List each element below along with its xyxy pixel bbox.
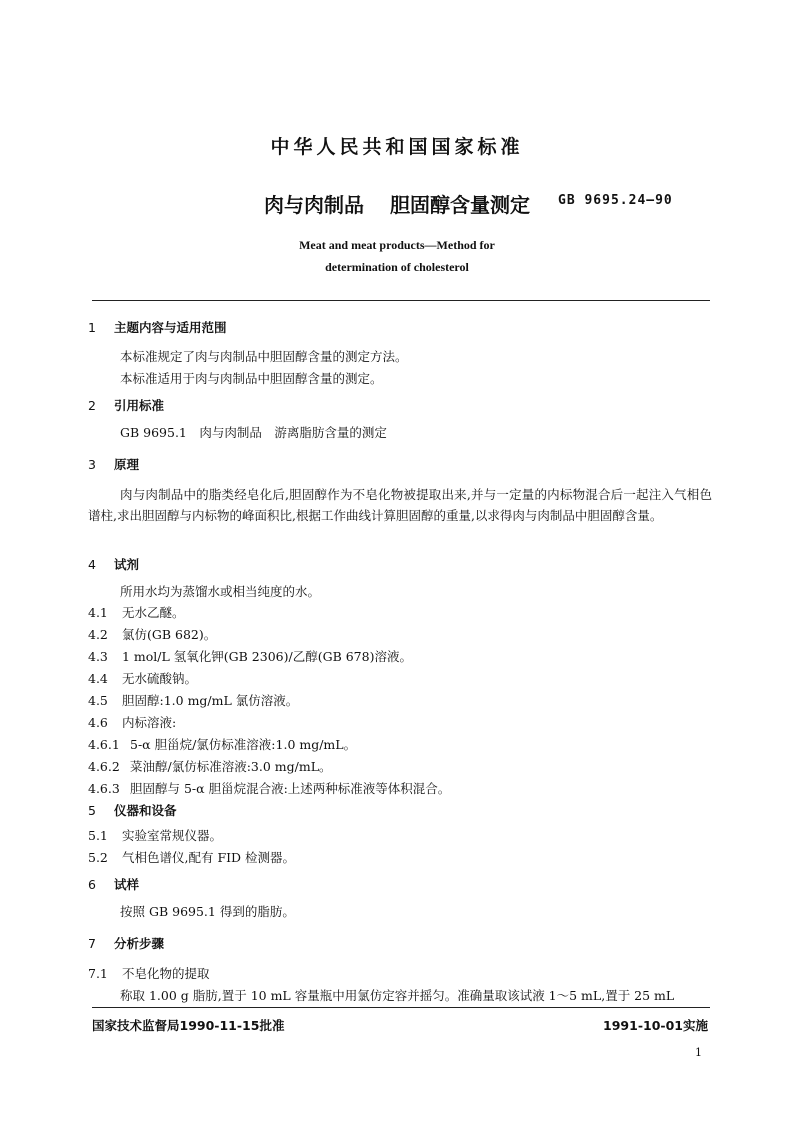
item-number: 4.3 xyxy=(88,649,108,664)
title-part-1: 肉与肉制品 xyxy=(264,193,364,217)
item-text: 1 mol/L 氢氧化钾(GB 2306)/乙醇(GB 678)溶液。 xyxy=(122,649,412,664)
item-text: 内标溶液: xyxy=(122,715,177,730)
section-title: 引用标准 xyxy=(114,398,165,413)
item-text: 氯仿(GB 682)。 xyxy=(122,627,217,642)
section-2-heading xyxy=(88,396,164,414)
item-number: 4.5 xyxy=(88,693,108,708)
reagent-item xyxy=(88,647,412,665)
item-number: 4.1 xyxy=(88,605,108,620)
item-text: 5-α 胆甾烷/氯仿标准溶液:1.0 mg/mL。 xyxy=(130,737,357,752)
item-text: 无水硫酸钠。 xyxy=(122,671,198,686)
equipment-item xyxy=(88,848,295,866)
section-6-heading xyxy=(88,875,139,893)
section-number: 4 xyxy=(88,557,96,572)
section-title: 原理 xyxy=(114,457,140,472)
equipment-item xyxy=(88,826,222,844)
header-divider xyxy=(92,300,710,301)
national-standard-heading: 中华人民共和国国家标准 xyxy=(270,136,524,158)
reagent-item xyxy=(88,691,298,709)
english-title xyxy=(0,234,794,278)
section-5-heading xyxy=(88,801,177,819)
item-number: 5.1 xyxy=(88,828,108,843)
english-title-line-1: Meat and meat products—Method for xyxy=(299,238,495,252)
item-number: 4.6.2 xyxy=(88,759,120,774)
section-number: 5 xyxy=(88,803,96,818)
page-number: 1 xyxy=(695,1046,702,1059)
section-title: 仪器和设备 xyxy=(114,803,177,818)
section-6-paragraph: 按照 GB 9695.1 得到的脂肪。 xyxy=(120,904,295,919)
item-text: 无水乙醚。 xyxy=(122,605,185,620)
item-number: 5.2 xyxy=(88,850,108,865)
reagent-item xyxy=(88,625,216,643)
english-title-line-2: determination of cholesterol xyxy=(325,260,469,274)
reagent-item xyxy=(88,713,176,731)
section-7-heading xyxy=(88,934,164,952)
section-number: 2 xyxy=(88,398,96,413)
item-text: 实验室常规仪器。 xyxy=(122,828,223,843)
section-number: 6 xyxy=(88,877,96,892)
standard-code: GB 9695.24—90 xyxy=(558,193,673,208)
approval-statement: 国家技术监督局1990-11-15批准 xyxy=(92,1018,285,1033)
section-number: 1 xyxy=(88,320,96,335)
item-number: 7.1 xyxy=(88,966,108,981)
item-text: 不皂化物的提取 xyxy=(122,966,210,981)
section-4-paragraph: 所用水均为蒸馏水或相当纯度的水。 xyxy=(120,584,321,599)
document-title xyxy=(0,189,794,218)
section-3-heading xyxy=(88,455,139,473)
item-number: 4.4 xyxy=(88,671,108,686)
section-1-paragraph-1: 本标准规定了肉与肉制品中胆固醇含量的测定方法。 xyxy=(120,349,408,364)
section-title: 试剂 xyxy=(114,557,140,572)
item-text: 胆固醇:1.0 mg/mL 氯仿溶液。 xyxy=(122,693,299,708)
item-number: 4.2 xyxy=(88,627,108,642)
section-2-reference: GB 9695.1 肉与肉制品 游离脂肪含量的测定 xyxy=(120,425,387,440)
item-text: 气相色谱仪,配有 FID 检测器。 xyxy=(122,850,296,865)
section-title: 分析步骤 xyxy=(114,936,165,951)
reagent-item xyxy=(88,669,197,687)
section-1-heading xyxy=(88,318,227,336)
section-4-heading xyxy=(88,555,139,573)
section-number: 7 xyxy=(88,936,96,951)
section-7-1-paragraph: 称取 1.00 g 脂肪,置于 10 mL 容量瓶中用氯仿定容并摇匀。准确量取该试液 1～5 mL,置于 25 mL xyxy=(120,988,675,1003)
effective-date: 1991-10-01实施 xyxy=(603,1018,708,1033)
item-text: 胆固醇与 5-α 胆甾烷混合液:上述两种标准液等体积混合。 xyxy=(130,781,451,796)
item-number: 4.6.3 xyxy=(88,781,120,796)
reagent-item xyxy=(88,779,450,797)
reagent-item xyxy=(88,757,332,775)
item-number: 4.6 xyxy=(88,715,108,730)
section-1-paragraph-2: 本标准适用于肉与肉制品中胆固醇含量的测定。 xyxy=(120,371,383,386)
item-text: 菜油醇/氯仿标准溶液:3.0 mg/mL。 xyxy=(130,759,332,774)
title-part-2: 胆固醇含量测定 xyxy=(390,193,530,217)
footer-divider xyxy=(92,1007,710,1008)
section-3-paragraph: 肉与肉制品中的脂类经皂化后,胆固醇作为不皂化物被提取出来,并与一定量的内标物混合后一起注入气相色谱柱,求出胆固醇与内标物的峰面积比,根据工作曲线计算胆固醇的重量,以求得肉与肉制品中胆固醇含量。 xyxy=(88,487,712,523)
section-number: 3 xyxy=(88,457,96,472)
section-title: 试样 xyxy=(114,877,140,892)
section-title: 主题内容与适用范围 xyxy=(114,320,227,335)
reagent-item xyxy=(88,603,185,621)
item-number: 4.6.1 xyxy=(88,737,120,752)
section-7-1-heading xyxy=(88,964,210,982)
reagent-item xyxy=(88,735,356,753)
